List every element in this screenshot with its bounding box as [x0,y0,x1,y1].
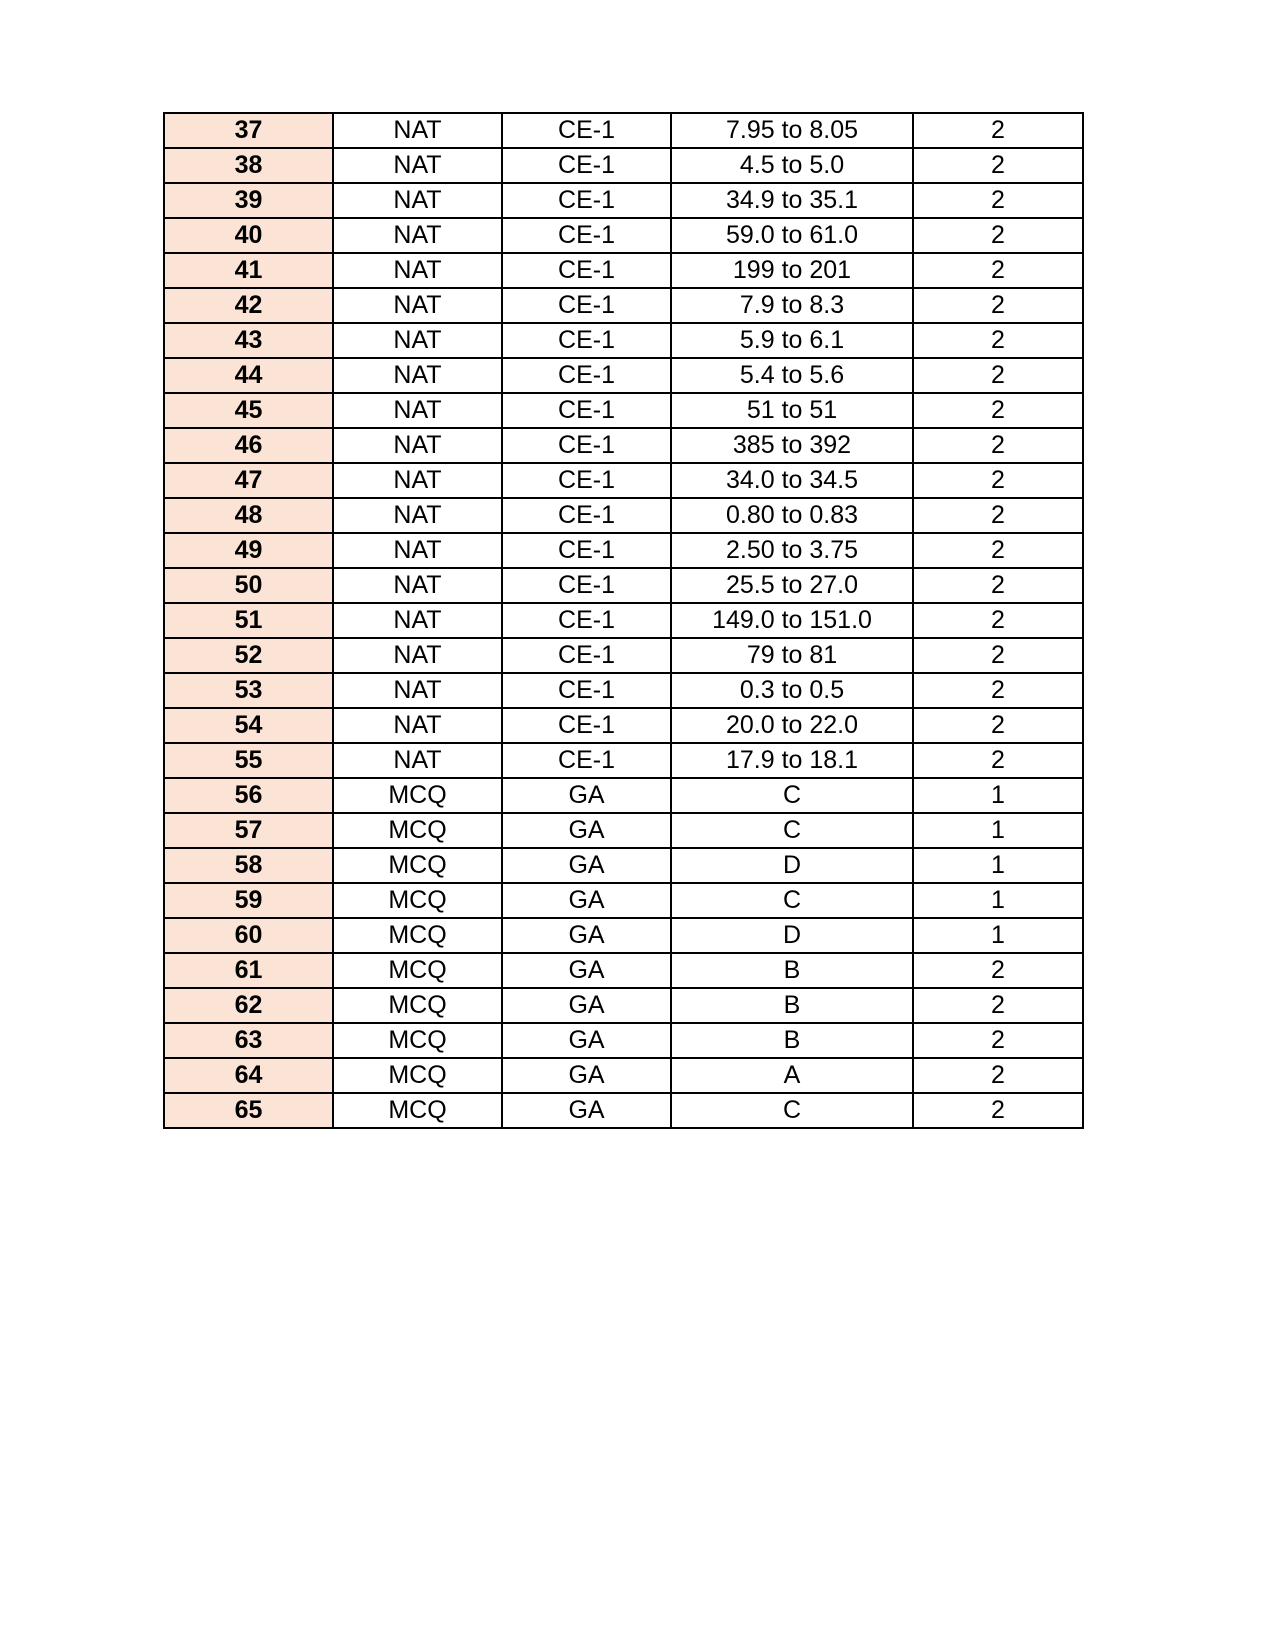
question-type-cell: NAT [333,183,502,218]
section-cell: CE-1 [502,218,671,253]
table-row [164,1093,1083,1128]
section-cell: GA [502,848,671,883]
question-number-cell: 58 [164,848,333,883]
answer-key-cell: C [671,883,913,918]
section-cell: GA [502,918,671,953]
question-type-cell: MCQ [333,953,502,988]
question-number-cell: 61 [164,953,333,988]
question-type-cell: MCQ [333,883,502,918]
question-type-cell: NAT [333,498,502,533]
question-type-cell: MCQ [333,918,502,953]
section-cell: CE-1 [502,288,671,323]
answer-key-cell: 51 to 51 [671,393,913,428]
question-number-cell: 51 [164,603,333,638]
question-type-cell: NAT [333,603,502,638]
question-type-cell: NAT [333,358,502,393]
question-number-cell: 56 [164,778,333,813]
table-row [164,603,1083,638]
marks-cell: 2 [913,673,1083,708]
marks-cell: 2 [913,288,1083,323]
table-row [164,358,1083,393]
section-cell: CE-1 [502,638,671,673]
answer-key-cell: 4.5 to 5.0 [671,148,913,183]
marks-cell: 2 [913,113,1083,148]
table-row [164,323,1083,358]
marks-cell: 2 [913,463,1083,498]
question-number-cell: 54 [164,708,333,743]
section-cell: GA [502,953,671,988]
question-type-cell: NAT [333,673,502,708]
answer-key-cell: 17.9 to 18.1 [671,743,913,778]
question-type-cell: MCQ [333,813,502,848]
answer-key-table [163,112,1084,1129]
answer-key-cell: 5.9 to 6.1 [671,323,913,358]
section-cell: CE-1 [502,113,671,148]
section-cell: GA [502,778,671,813]
table-row [164,568,1083,603]
answer-key-cell: 7.95 to 8.05 [671,113,913,148]
section-cell: GA [502,1058,671,1093]
table-row [164,533,1083,568]
marks-cell: 2 [913,393,1083,428]
marks-cell: 2 [913,358,1083,393]
marks-cell: 2 [913,533,1083,568]
marks-cell: 2 [913,428,1083,463]
question-type-cell: NAT [333,253,502,288]
marks-cell: 2 [913,323,1083,358]
section-cell: CE-1 [502,498,671,533]
question-number-cell: 64 [164,1058,333,1093]
question-type-cell: NAT [333,218,502,253]
answer-key-cell: D [671,918,913,953]
answer-key-cell: 149.0 to 151.0 [671,603,913,638]
section-cell: CE-1 [502,358,671,393]
question-number-cell: 53 [164,673,333,708]
question-type-cell: NAT [333,568,502,603]
table-row [164,463,1083,498]
marks-cell: 1 [913,813,1083,848]
question-number-cell: 44 [164,358,333,393]
marks-cell: 2 [913,253,1083,288]
table-row [164,918,1083,953]
table-row [164,848,1083,883]
marks-cell: 1 [913,918,1083,953]
answer-key-cell: 20.0 to 22.0 [671,708,913,743]
question-number-cell: 65 [164,1093,333,1128]
table-row [164,813,1083,848]
answer-key-cell: 0.80 to 0.83 [671,498,913,533]
answer-key-cell: 5.4 to 5.6 [671,358,913,393]
table-row [164,1058,1083,1093]
question-type-cell: NAT [333,393,502,428]
answer-key-cell: C [671,813,913,848]
question-number-cell: 59 [164,883,333,918]
table-row [164,393,1083,428]
question-number-cell: 50 [164,568,333,603]
table-row [164,113,1083,148]
table-row [164,743,1083,778]
question-type-cell: NAT [333,428,502,463]
marks-cell: 1 [913,883,1083,918]
section-cell: GA [502,1023,671,1058]
table-row [164,673,1083,708]
table-row [164,288,1083,323]
marks-cell: 2 [913,1023,1083,1058]
section-cell: CE-1 [502,708,671,743]
section-cell: CE-1 [502,393,671,428]
table-row [164,638,1083,673]
answer-key-cell: B [671,953,913,988]
section-cell: CE-1 [502,323,671,358]
question-type-cell: NAT [333,148,502,183]
table-row [164,498,1083,533]
marks-cell: 2 [913,988,1083,1023]
answer-key-cell: C [671,778,913,813]
table-row [164,218,1083,253]
question-type-cell: MCQ [333,1058,502,1093]
question-number-cell: 48 [164,498,333,533]
question-number-cell: 46 [164,428,333,463]
marks-cell: 2 [913,638,1083,673]
answer-key-cell: 2.50 to 3.75 [671,533,913,568]
table-row [164,253,1083,288]
question-number-cell: 39 [164,183,333,218]
answer-key-cell: 199 to 201 [671,253,913,288]
section-cell: CE-1 [502,533,671,568]
question-type-cell: NAT [333,708,502,743]
answer-key-cell: 385 to 392 [671,428,913,463]
table-row [164,708,1083,743]
question-number-cell: 43 [164,323,333,358]
question-type-cell: NAT [333,463,502,498]
table-row [164,953,1083,988]
marks-cell: 2 [913,953,1083,988]
marks-cell: 1 [913,848,1083,883]
question-number-cell: 52 [164,638,333,673]
marks-cell: 2 [913,148,1083,183]
question-number-cell: 49 [164,533,333,568]
answer-key-cell: 25.5 to 27.0 [671,568,913,603]
section-cell: CE-1 [502,183,671,218]
marks-cell: 2 [913,498,1083,533]
answer-key-cell: 34.9 to 35.1 [671,183,913,218]
section-cell: CE-1 [502,743,671,778]
question-type-cell: NAT [333,533,502,568]
marks-cell: 2 [913,1058,1083,1093]
question-type-cell: MCQ [333,1023,502,1058]
question-number-cell: 42 [164,288,333,323]
table-row [164,988,1083,1023]
question-type-cell: NAT [333,743,502,778]
table-row [164,428,1083,463]
marks-cell: 2 [913,1093,1083,1128]
question-number-cell: 55 [164,743,333,778]
question-number-cell: 63 [164,1023,333,1058]
marks-cell: 2 [913,218,1083,253]
table-row [164,778,1083,813]
answer-key-cell: C [671,1093,913,1128]
answer-key-cell: 7.9 to 8.3 [671,288,913,323]
question-number-cell: 57 [164,813,333,848]
answer-key-cell: A [671,1058,913,1093]
section-cell: CE-1 [502,463,671,498]
question-type-cell: MCQ [333,1093,502,1128]
answer-key-cell: B [671,988,913,1023]
question-number-cell: 40 [164,218,333,253]
section-cell: CE-1 [502,253,671,288]
section-cell: CE-1 [502,673,671,708]
answer-key-cell: B [671,1023,913,1058]
question-type-cell: NAT [333,638,502,673]
section-cell: GA [502,883,671,918]
table-row [164,183,1083,218]
section-cell: CE-1 [502,568,671,603]
section-cell: GA [502,1093,671,1128]
table-row [164,1023,1083,1058]
answer-key-cell: 34.0 to 34.5 [671,463,913,498]
answer-key-cell: 79 to 81 [671,638,913,673]
question-number-cell: 62 [164,988,333,1023]
question-type-cell: NAT [333,288,502,323]
question-number-cell: 38 [164,148,333,183]
table-row [164,883,1083,918]
table-row [164,148,1083,183]
question-type-cell: MCQ [333,848,502,883]
question-type-cell: NAT [333,323,502,358]
question-type-cell: NAT [333,113,502,148]
answer-key-cell: D [671,848,913,883]
marks-cell: 2 [913,568,1083,603]
question-type-cell: MCQ [333,988,502,1023]
marks-cell: 2 [913,183,1083,218]
question-number-cell: 37 [164,113,333,148]
question-number-cell: 45 [164,393,333,428]
question-type-cell: MCQ [333,778,502,813]
section-cell: GA [502,813,671,848]
section-cell: CE-1 [502,148,671,183]
section-cell: GA [502,988,671,1023]
marks-cell: 1 [913,778,1083,813]
marks-cell: 2 [913,708,1083,743]
question-number-cell: 47 [164,463,333,498]
question-number-cell: 41 [164,253,333,288]
answer-key-table-body [164,113,1083,1128]
marks-cell: 2 [913,743,1083,778]
answer-key-cell: 0.3 to 0.5 [671,673,913,708]
question-number-cell: 60 [164,918,333,953]
marks-cell: 2 [913,603,1083,638]
section-cell: CE-1 [502,603,671,638]
answer-key-cell: 59.0 to 61.0 [671,218,913,253]
section-cell: CE-1 [502,428,671,463]
